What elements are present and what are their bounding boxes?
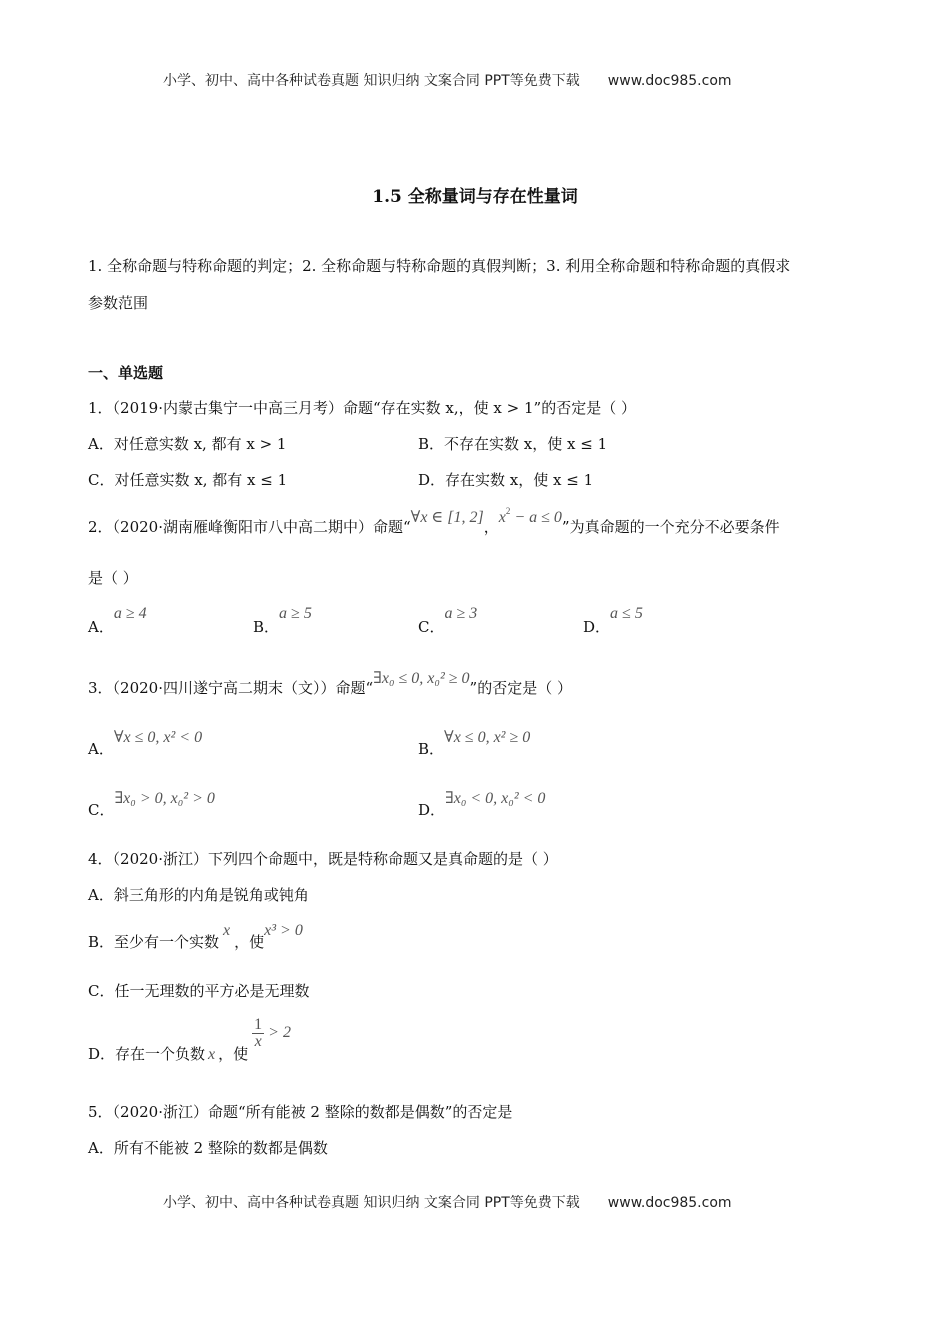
page-title: 1.5 全称量词与存在性量词 <box>372 187 578 207</box>
q3-d-label: D． <box>418 801 446 819</box>
q2-option-a <box>88 605 147 637</box>
q4-b-mid: ，使 <box>234 933 265 951</box>
q4-option-b <box>88 922 303 952</box>
q2-a-math: a ≥ 4 <box>113 605 147 622</box>
footer-text: 小学、初中、高中各种试卷真题 知识归纳 文案合同 PPT等免费下载 <box>163 1195 580 1211</box>
q2-stem-pre: 2．（2020·湖南雁峰衡阳市八中高二期中）命题“ <box>88 518 411 536</box>
q2-cond2-var: x <box>498 509 506 526</box>
header-url[interactable]: www.doc985.com <box>607 73 732 89</box>
q2-d-math: a ≤ 5 <box>610 605 643 622</box>
q2-c-label: C． <box>418 618 445 636</box>
q2-option-c <box>418 605 478 637</box>
q3-stem-post: ”的否定是（ ） <box>469 679 572 697</box>
q1-option-c: C．对任意实数 x, 都有 x ≤ 1 <box>88 471 288 489</box>
q4-option-d <box>88 1015 291 1064</box>
q1-option-d: D．存在实数 x，使 x ≤ 1 <box>418 471 594 489</box>
q3-stem <box>88 670 572 698</box>
q4-d-var: x <box>208 1046 216 1064</box>
q1-stem: 1．（2019·内蒙古集宁一中高三月考）命题“存在实数 x,，使 x > 1”的否定是（ ） <box>88 399 636 417</box>
q4-stem: 4．（2020·浙江）下列四个命题中，既是特称命题又是真命题的是（ ） <box>88 850 558 868</box>
q2-condition-1: ∀x ∈ [1, 2] <box>410 509 484 526</box>
q4-option-a: A．斜三角形的内角是锐角或钝角 <box>88 886 309 904</box>
q2-stem-post: ”为真命题的一个充分不必要条件 <box>561 518 780 536</box>
q2-b-math: a ≥ 5 <box>279 605 312 622</box>
q2-c-math: a ≥ 3 <box>444 605 478 622</box>
q4-d-rest: > 2 <box>264 1024 291 1042</box>
intro-line-1: 1. 全称命题与特称命题的判定；2. 全称命题与特称命题的真假判断；3. 利用全称命题和特称命题的真假求 <box>88 257 791 275</box>
q2-stem-line-2: 是（ ） <box>88 569 138 587</box>
q3-math: ∃x₀ ≤ 0, x₀² ≥ 0 <box>373 670 470 687</box>
q3-a-math: ∀x ≤ 0, x² < 0 <box>113 729 203 746</box>
footer-url[interactable]: www.doc985.com <box>607 1195 732 1211</box>
q4-d-numerator: 1 <box>254 1016 263 1033</box>
q4-d-math <box>252 1016 291 1050</box>
q1-option-b: B．不存在实数 x，使 x ≤ 1 <box>418 435 608 453</box>
q4-d-denominator: x <box>252 1033 264 1050</box>
q3-d-math: ∃x₀ < 0, x₀² < 0 <box>445 790 546 807</box>
q4-d-pre: D．存在一个负数 <box>88 1045 206 1064</box>
q2-condition-2 <box>498 506 562 526</box>
q3-option-d <box>418 790 546 820</box>
q3-b-math: ∀x ≤ 0, x² ≥ 0 <box>444 729 531 746</box>
q4-d-mid: ，使 <box>218 1045 249 1064</box>
q4-b-math: x³ > 0 <box>264 922 303 939</box>
intro-line-2: 参数范围 <box>88 294 149 312</box>
q1-option-a: A．对任意实数 x, 都有 x > 1 <box>88 435 287 453</box>
q2-a-label: A． <box>88 618 114 636</box>
q5-option-a: A．所有不能被 2 整除的数都是偶数 <box>88 1139 328 1157</box>
q2-stem <box>88 506 780 537</box>
page-header <box>163 70 732 90</box>
q2-cond2-exp: 2 <box>505 506 511 516</box>
q4-d-fraction <box>252 1017 264 1050</box>
q2-cond2-rest: − a ≤ 0 <box>510 509 562 526</box>
q4-b-var: x <box>223 922 231 939</box>
q3-c-label: C． <box>88 801 115 819</box>
q4-b-pre: B．至少有一个实数 <box>88 933 220 951</box>
header-text: 小学、初中、高中各种试卷真题 知识归纳 文案合同 PPT等免费下载 <box>163 73 580 89</box>
q3-c-math: ∃x₀ > 0, x₀² > 0 <box>114 790 215 807</box>
q3-option-b <box>418 729 531 759</box>
q3-stem-pre: 3．（2020·四川遂宁高二期末（文））命题“ <box>88 679 374 697</box>
section-heading: 一、单选题 <box>88 364 164 382</box>
q2-b-label: B． <box>253 618 280 636</box>
q5-stem: 5．（2020·浙江）命题“所有能被 2 整除的数都是偶数”的否定是 <box>88 1103 513 1121</box>
q2-d-label: D． <box>583 618 611 636</box>
q2-option-b <box>253 605 312 637</box>
q4-option-c: C．任一无理数的平方必是无理数 <box>88 982 310 1000</box>
q3-b-label: B． <box>418 740 445 758</box>
q3-option-c <box>88 790 215 820</box>
q2-comma: ， <box>483 518 499 536</box>
page-footer <box>163 1192 732 1212</box>
q3-option-a <box>88 729 203 759</box>
q2-option-d <box>583 605 643 637</box>
q3-a-label: A． <box>88 740 114 758</box>
